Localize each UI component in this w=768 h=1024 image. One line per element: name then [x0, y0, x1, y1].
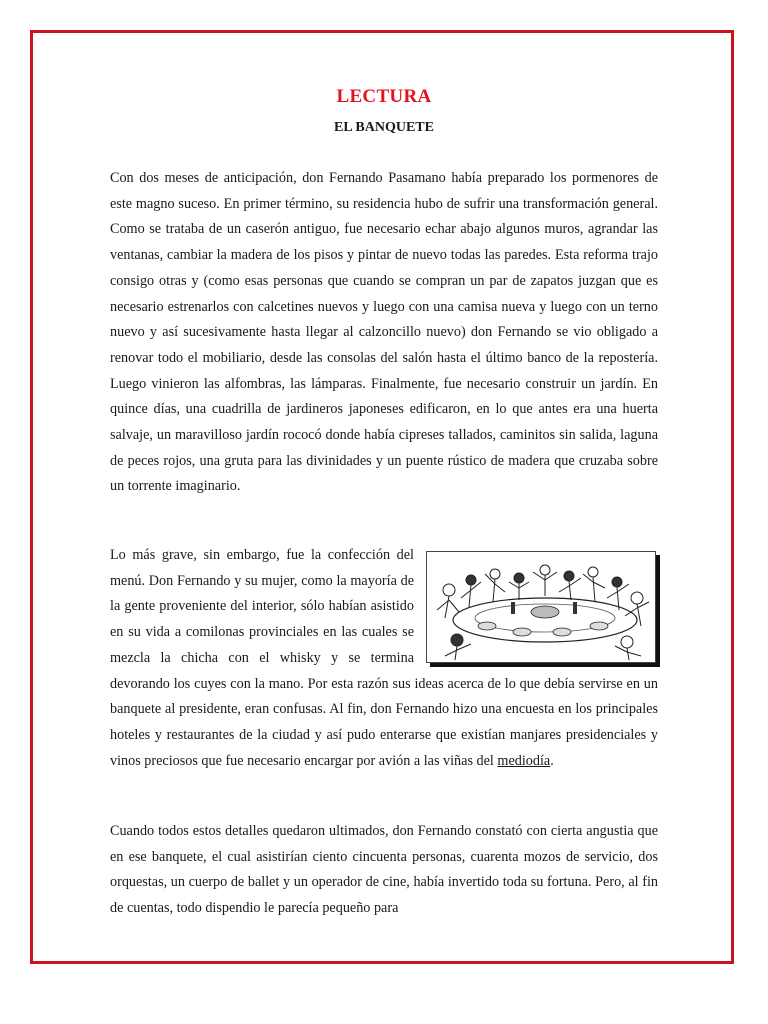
banquet-illustration	[426, 551, 658, 665]
mediodia-link: mediodía	[497, 752, 551, 769]
paragraph-2-end: .	[550, 752, 554, 769]
story-title: EL BANQUETE	[334, 120, 434, 135]
paragraph-3: Cuando todos estos detalles quedaron ultimados, don Fernando constató con cierta angustia que en ese banquete, el cual asistirían ciento cincuenta personas, cuarenta mozos de servicio, dos orquestas, un cuerpo de ballet y un operador de cine, había invertido toda su fortuna. Pero, al fin de cuentas, todo dispendio le parecía pequeño para	[110, 823, 658, 917]
paragraph-2	[110, 543, 658, 774]
banquet-drawing-icon	[427, 552, 655, 662]
paragraph-1: Con dos meses de anticipación, don Fernando Pasamano había preparado los pormenores de este magno suceso. En primer término, su residencia hubo de sufrir una transformación general. Como se trataba de un caserón antiguo, fue necesario echar abajo algunos muros, agrandar las ventanas, cambiar la madera de los pisos y pintar de nuevo todas las paredes. Esta reforma trajo consigo otras y (como esas personas que cuando se compran un par de zapatos juzgan que es necesario estrenarlos con calcetines nuevos y luego con una camisa nueva y luego con un terno nuevo y así sucesivamente hasta llegar al calzoncillo nuevo) don Fernando se vio obligado a renovar todo el mobiliario, desde las consolas del salón hasta el último banco de la repostería. Luego vinieron las alfombras, las lámparas. Finalmente, fue necesario construir un jardín. En quince días, una cuadrilla de jardineros japoneses edificaron, en lo que antes era una huerta salvaje, un maravilloso jardín rococó donde había cipreses tallados, caminitos sin salida, laguna de peces rojos, una gruta para las divinidades y un puente rústico de madera que cruzaba sobre un torrente imaginario.	[110, 170, 658, 495]
page-title: LECTURA	[336, 86, 432, 107]
illustration-frame	[426, 551, 656, 663]
paragraph-2-text: Lo más grave, sin embargo, fue la confección del menú. Don Fernando y su mujer, como la mayoría de la gente proveniente del interior, sólo habían asistido en su vida a comilonas provinciales en las cuales se mezcla la chicha con el whisky y se termina devorando los cuyes con la mano. Por esta razón sus ideas acerca de lo que debía servirse en un banquete al presidente, eran confusas. Al fin, don Fernando hizo una encuesta en los principales hoteles y restaurantes de la ciudad y así pudo enterarse que existían manjares presidenciales y vinos preciosos que fue necesario encargar por avión a las viñas del	[110, 547, 658, 769]
